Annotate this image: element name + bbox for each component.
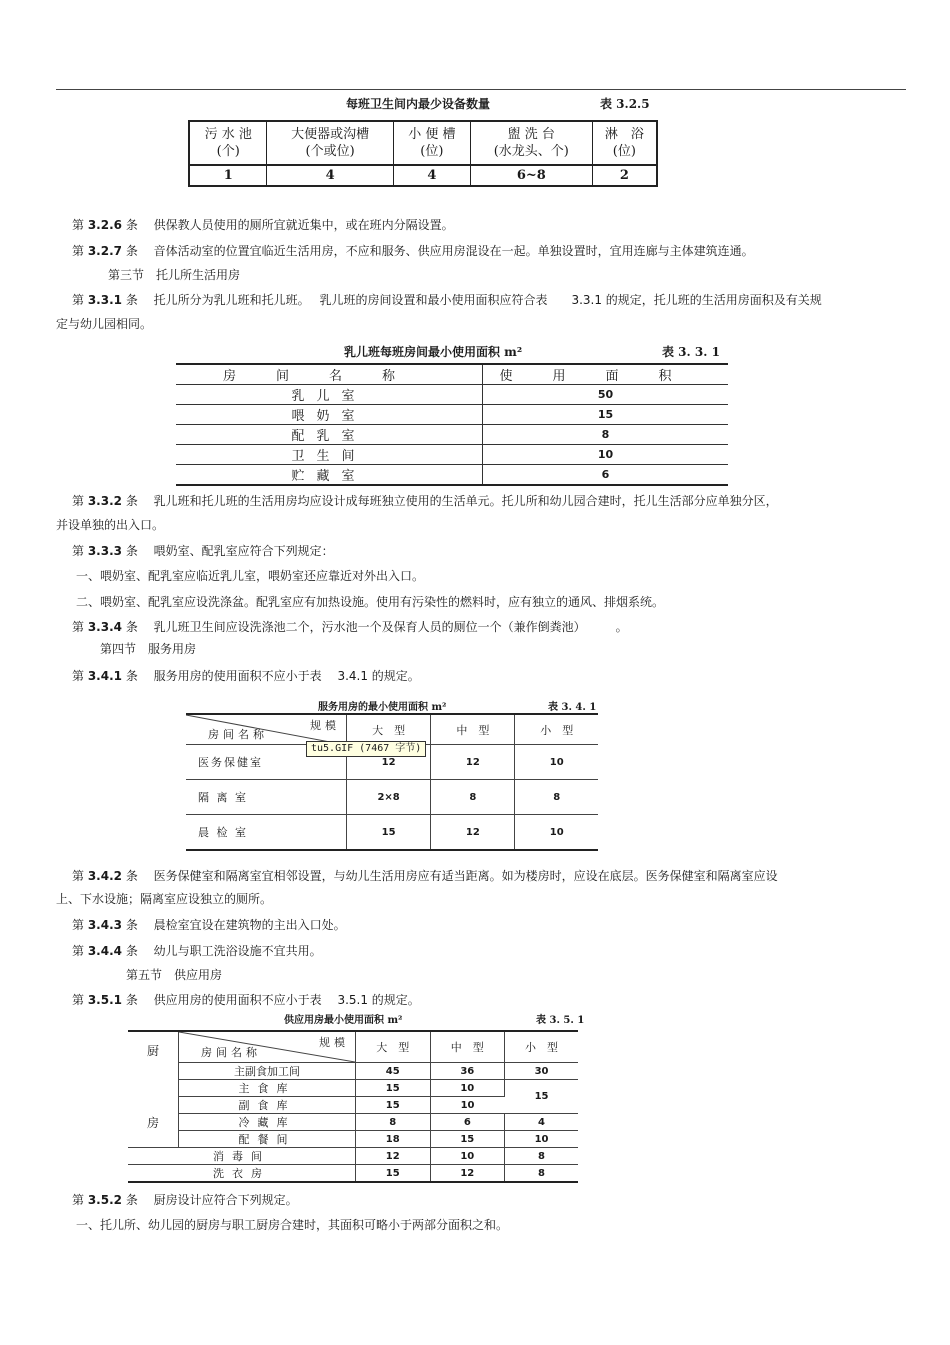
- table-331-number: 表 3. 3. 1: [662, 345, 720, 359]
- table-cell-merged: 15: [505, 1080, 578, 1114]
- table-325: [188, 120, 658, 187]
- table-cell: 10: [505, 1131, 578, 1148]
- table-cell: 8: [356, 1114, 431, 1131]
- table-row-area: 50: [483, 385, 729, 405]
- size-header: 中 型: [430, 1031, 505, 1063]
- size-header: 大 型: [356, 1031, 431, 1063]
- table-325-header: 小 便 槽 (位): [393, 121, 470, 165]
- table-331-title: 乳儿班每班房间最小使用面积 m²: [344, 345, 523, 359]
- clause-3-3-2-line2: 并设单独的出入口。: [56, 518, 165, 532]
- table-cell: 2×8: [347, 780, 431, 815]
- size-header: 中 型: [431, 714, 515, 745]
- table-cell: 18: [356, 1131, 431, 1148]
- table-cell: 8: [431, 780, 515, 815]
- clause-3-3-1: 第 3.3.1 条 托儿所分为乳儿班和托儿班。 乳儿班的房间设置和最小使用面积应符合表 3.3.1 的规定，托儿班的生活用房面积及有关规: [72, 293, 822, 307]
- table-row-name: 主副食加工间: [179, 1063, 356, 1080]
- table-cell: 8: [515, 780, 598, 815]
- clause-3-4-1: 第 3.4.1 条 服务用房的使用面积不应小于表 3.4.1 的规定。: [72, 669, 420, 683]
- table-row-name: 副食库: [179, 1097, 356, 1114]
- clause-3-4-2: 第 3.4.2 条 医务保健室和隔离室宜相邻设置，与幼儿生活用房应有适当距离。如为楼房时，应设在底层。医务保健室和隔离室应设: [72, 869, 778, 883]
- clause-3-2-6: 第 3.2.6 条 供保教人员使用的厕所宜就近集中，或在班内分隔设置。: [72, 218, 454, 232]
- section-5-heading: 第五节 供应用房: [126, 968, 223, 982]
- table-row-name: 医务保健室: [186, 745, 347, 780]
- clause-3-3-3-item-1: 一、喂奶室、配乳室应临近乳儿室，喂奶室还应靠近对外出入口。: [76, 569, 425, 583]
- section-4-heading: 第四节 服务用房: [100, 642, 197, 656]
- table-341-corner: [186, 714, 347, 745]
- table-cell: 12: [431, 815, 515, 851]
- kitchen-side-label: 厨 房: [128, 1031, 179, 1148]
- table-351-corner: [179, 1031, 356, 1063]
- corner-bottom-label: 房间名称: [208, 728, 268, 741]
- table-row-name: 消毒间: [128, 1148, 356, 1165]
- table-row-name: 洗衣房: [128, 1165, 356, 1183]
- table-cell: 10: [515, 745, 598, 780]
- table-cell: 6: [430, 1114, 505, 1131]
- table-341: [186, 713, 598, 851]
- table-row-name: 配餐间: [179, 1131, 356, 1148]
- table-331-header-name: 房间名称: [176, 364, 483, 385]
- table-cell: 15: [430, 1131, 505, 1148]
- table-cell: 12: [356, 1148, 431, 1165]
- table-cell: 45: [356, 1063, 431, 1080]
- table-325-cell: 2: [592, 165, 657, 186]
- table-341-title: 服务用房的最小使用面积 m²: [318, 702, 447, 713]
- size-header: 大 型: [347, 714, 431, 745]
- table-cell: 30: [505, 1063, 578, 1080]
- table-351: [128, 1030, 578, 1183]
- table-325-title: 每班卫生间内最少设备数量: [346, 97, 491, 111]
- table-351-title: 供应用房最小使用面积 m²: [284, 1015, 403, 1026]
- table-row-name: 主食库: [179, 1080, 356, 1097]
- table-cell: 10: [430, 1080, 505, 1097]
- table-325-cell: 1: [189, 165, 267, 186]
- clause-3-3-1-line2: 定与幼儿园相同。: [56, 317, 153, 331]
- table-cell: 12: [431, 745, 515, 780]
- table-341-number: 表 3. 4. 1: [548, 702, 597, 713]
- table-cell: 8: [505, 1148, 578, 1165]
- clause-3-3-3: 第 3.3.3 条 喂奶室、配乳室应符合下列规定：: [72, 544, 334, 558]
- clause-3-5-2: 第 3.5.2 条 厨房设计应符合下列规定。: [72, 1193, 298, 1207]
- table-cell: 8: [505, 1165, 578, 1183]
- clause-3-4-2-line2: 上、下水设施；隔离室应设独立的厕所。: [56, 892, 273, 906]
- size-header: 小 型: [515, 714, 598, 745]
- corner-bottom-label: 房间名称: [201, 1046, 261, 1059]
- table-331: [176, 363, 728, 486]
- table-325-header: 污 水 池 (个): [189, 121, 267, 165]
- clause-3-3-4: 第 3.3.4 条 乳儿班卫生间应设洗涤池二个，污水池一个及保育人员的厕位一个（兼作倒粪池） 。: [72, 620, 628, 634]
- table-cell: 15: [356, 1165, 431, 1183]
- clause-3-4-3: 第 3.4.3 条 晨检室宜设在建筑物的主出入口处。: [72, 918, 346, 932]
- table-331-header-area: 使用面积: [483, 364, 729, 385]
- table-row-name: 贮藏室: [176, 465, 483, 486]
- section-3-heading: 第三节 托儿所生活用房: [108, 268, 241, 282]
- clause-3-3-3-item-2: 二、喂奶室、配乳室应设洗涤盆。配乳室应有加热设施。使用有污染性的燃料时，应有独立的通风、排烟系统。: [76, 595, 665, 609]
- table-325-cell: 4: [393, 165, 470, 186]
- table-cell: 10: [430, 1148, 505, 1165]
- table-row-area: 8: [483, 425, 729, 445]
- table-325-cell: 6~8: [470, 165, 592, 186]
- clause-3-5-1: 第 3.5.1 条 供应用房的使用面积不应小于表 3.5.1 的规定。: [72, 993, 420, 1007]
- table-row-name: 配乳室: [176, 425, 483, 445]
- table-cell: 12: [430, 1165, 505, 1183]
- table-row-name: 冷藏库: [179, 1114, 356, 1131]
- table-row-name: 喂奶室: [176, 405, 483, 425]
- table-cell: 15: [356, 1080, 431, 1097]
- table-cell: 36: [430, 1063, 505, 1080]
- table-row-name: 乳儿室: [176, 385, 483, 405]
- table-cell: 10: [515, 815, 598, 851]
- corner-top-label: 规模: [310, 719, 340, 732]
- table-cell: 15: [347, 815, 431, 851]
- size-header: 小 型: [505, 1031, 578, 1063]
- table-325-header: 盥 洗 台 (水龙头、个): [470, 121, 592, 165]
- corner-top-label: 规模: [319, 1036, 349, 1049]
- top-rule: [56, 89, 906, 90]
- clause-3-2-7: 第 3.2.7 条 音体活动室的位置宜临近生活用房，不应和服务、供应用房混设在一起。单独设置时，宜用连廊与主体建筑连通。: [72, 244, 754, 258]
- clause-3-4-4: 第 3.4.4 条 幼儿与职工洗浴设施不宜共用。: [72, 944, 322, 958]
- image-tooltip: tu5.GIF (7467 字节): [306, 741, 426, 757]
- table-325-header: 大便器或沟槽 (个或位): [267, 121, 393, 165]
- table-325-cell: 4: [267, 165, 393, 186]
- table-row-area: 6: [483, 465, 729, 486]
- table-325-number: 表 3.2.5: [600, 97, 650, 111]
- table-cell: 12: [347, 745, 431, 780]
- table-row-area: 10: [483, 445, 729, 465]
- table-351-number: 表 3. 5. 1: [536, 1015, 585, 1026]
- table-row-name: 隔 离 室: [186, 780, 347, 815]
- table-cell: 10: [430, 1097, 505, 1114]
- table-325-header: 淋 浴 (位): [592, 121, 657, 165]
- table-row-area: 15: [483, 405, 729, 425]
- table-row-name: 卫生间: [176, 445, 483, 465]
- table-cell: 4: [505, 1114, 578, 1131]
- table-row-name: 晨 检 室: [186, 815, 347, 851]
- table-cell: 15: [356, 1097, 431, 1114]
- clause-3-3-2: 第 3.3.2 条 乳儿班和托儿班的生活用房均应设计成每班独立使用的生活单元。托儿所和幼儿园合建时，托儿生活部分应单独分区，: [72, 494, 778, 508]
- clause-3-5-2-item-1: 一、托儿所、幼儿园的厨房与职工厨房合建时，其面积可略小于两部分面积之和。: [76, 1218, 509, 1232]
